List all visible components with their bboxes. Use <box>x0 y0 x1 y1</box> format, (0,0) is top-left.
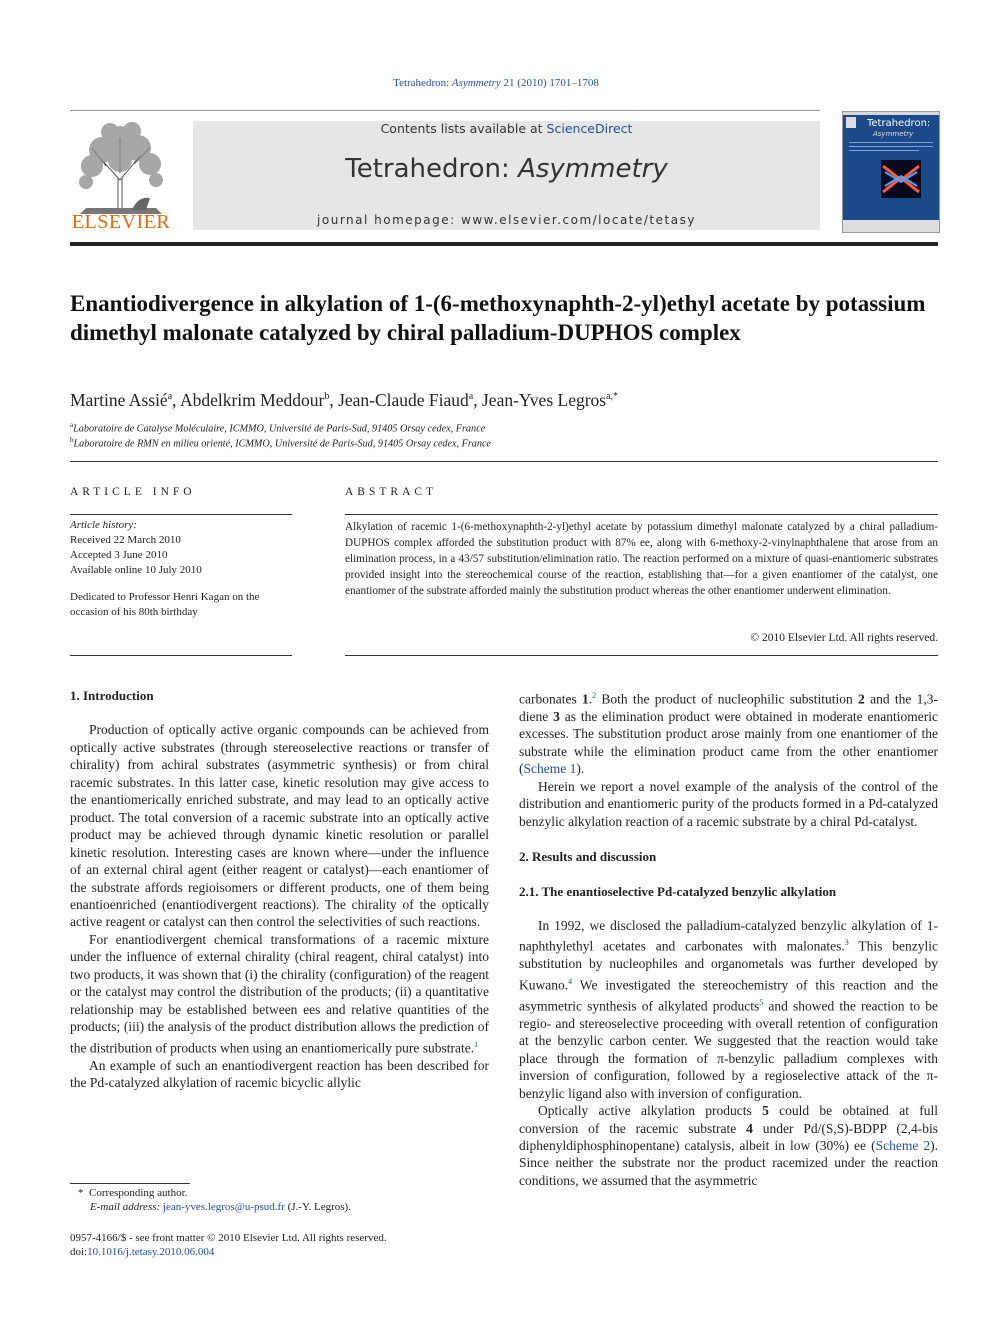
section-heading: 2. Results and discussion <box>519 849 657 865</box>
paragraph: Production of optically active organic compounds can be achieved from optically active substrates (through stereoselective reactions or transfer of chirality) from achiral substrates (asymmetric synthesis) or from chiral racemic substrates. In this latter case, kinetic resolution may give access to the enantiomerically enriched substrate, and may lead to an optically active product. The total conversion of a racemic substrate into an optically active product may be achieved through dynamic kinetic resolution or parallel kinetic resolution. Interesting cases are known where—under the influence of an external chiral agent (either reagent or catalyst)—each enantiomer of the substrate affords regioisomers or different products, one of them being enantioenriched (enantiodivergent reactions). The chirality of the optically active reagent or catalyst can then control the selectivities of such reactions. <box>70 722 489 930</box>
paragraph: An example of such an enantiodivergent reaction has been described for the Pd-catalyzed alkylation of racemic bicyclic allylic <box>70 1057 489 1091</box>
header-divider <box>70 242 938 246</box>
online-date: Available online 10 July 2010 <box>70 564 202 576</box>
issn-line: 0957-4166/$ - see front matter © 2010 Elsevier Ltd. All rights reserved. <box>70 1232 387 1244</box>
author[interactable]: Abdelkrim Meddour$^b$ <box>179 390 330 410</box>
copyright: © 2010 Elsevier Ltd. All rights reserved. <box>750 632 938 644</box>
reference-link[interactable]: 4 <box>568 976 573 986</box>
divider <box>70 514 292 515</box>
cover-graphic <box>881 160 921 198</box>
abstract-text: Alkylation of racemic 1-(6-methoxynaphth-2-yl)ethyl acetate by potassium dimethyl malonate catalyzed by a chiral palladium-DUPHOS complex afforded the substitution product with 87% ee, along with 6-methoxy-2-vinylnaphthalene that arose from an elimination process, in a 43/57 substitution/elimination ratio. The reaction performed on a mixture of quasi-enantiomeric substrates provided insight into the stereochemical course of the reaction, establishing that—for a given enantiomer of the catalyst, one enantiomer of the substrate afforded mainly the substitution product whereas the other enantiomer underwent elimination. <box>345 521 938 597</box>
paragraph: carbonates 1.$^2$ Both the product of nucleophilic substitution 2 and the 1,3-diene 3 as the elimination product were obtained in moderate enantiomeric excesses. The substitution product arose mainly from one enantiomer of the substrate while the elimination product came from the other enantiomer (Scheme 1). <box>519 691 938 777</box>
homepage-prefix: journal homepage: <box>317 213 456 227</box>
cover-title: Tetrahedron: <box>867 118 931 129</box>
reference-link[interactable]: 2 <box>592 691 597 700</box>
doi-label: doi: <box>70 1246 88 1258</box>
divider <box>70 655 292 656</box>
email-link[interactable]: jean-yves.legros@u-psud.fr <box>162 1201 285 1213</box>
homepage-link[interactable]: www.elsevier.com/locate/tetasy <box>461 213 696 227</box>
reference-link[interactable]: 3 <box>844 938 849 948</box>
author[interactable]: Jean-Claude Fiaud$^a$ <box>338 390 474 410</box>
body-column-right <box>519 687 938 1189</box>
reference-link[interactable]: 5 <box>759 997 764 1007</box>
journal-citation[interactable] <box>0 77 992 89</box>
citation-journal: Tetrahedron: <box>393 77 450 89</box>
footnote-divider <box>70 1183 190 1184</box>
reference-link[interactable]: 1 <box>474 1039 479 1049</box>
journal-homepage <box>193 213 820 227</box>
contents-line <box>193 121 820 136</box>
subsection-heading: 2.1. The enantioselective Pd-catalyzed benzylic alkylation <box>519 883 837 899</box>
divider <box>70 110 820 111</box>
footnote-mark: * <box>78 1187 84 1199</box>
email-owner: (J.-Y. Legros). <box>287 1201 351 1213</box>
author-list: Martine Assié$^a$, Abdelkrim Meddour$^b$, Jean-Claude Fiaud$^a$, Jean-Yves Legros$^{a,*}$ <box>70 390 619 410</box>
corresponding-author: Corresponding author. <box>89 1187 188 1199</box>
citation-journal-italic: Asymmetry <box>451 77 501 89</box>
body-column-left <box>70 687 489 1091</box>
affiliation: $^b$Laboratoire de RMN en milieu orienté, ICMMO, Université de Paris-Sud, 91405 Orsay cedex, France <box>70 436 492 450</box>
elsevier-wordmark: ELSEVIER <box>71 211 171 233</box>
cover-subtitle: Asymmetry <box>873 130 914 138</box>
divider <box>345 655 938 656</box>
divider <box>70 461 938 462</box>
paragraph: Optically active alkylation products 5 could be obtained at full conversion of the racemic substrate 4 under Pd/(S,S)-BDPP (2,4-bis diphenyldiphosphinopentane) catalysis, albeit in low (30%) ee (Scheme 2). Since neither the substrate nor the product racemized under the reaction conditions, we assumed that the asymmetric <box>519 1103 938 1188</box>
article-info-heading: ARTICLE INFO <box>70 486 196 498</box>
divider <box>345 514 938 515</box>
scheme-link[interactable]: Scheme 1 <box>523 761 577 777</box>
issn-block <box>70 1231 489 1259</box>
article-title: Enantiodivergence in alkylation of 1-(6-methoxynaphth-2-yl)ethyl acetate by potassium dimethyl malonate catalyzed by chiral palladium-DUPHOS complex <box>70 291 926 345</box>
paragraph: For enantiodivergent chemical transformations of a racemic mixture under the influence of external chirality (chiral reagent, chiral catalyst) into two products, it was shown that (i) the chirality (configuration) of the reagent or the catalyst may control the distribution of the products; (ii) a quantitative relationship may be established between ees and relative quantities of the products; (iii) the analysis of the product distribution allows the prediction of the distribution of products when using an enantiomerically pure substrate.$^1$ <box>70 931 489 1056</box>
scheme-link[interactable]: Scheme 2 <box>875 1137 931 1153</box>
journal-cover[interactable] <box>842 111 940 233</box>
section-heading: 1. Introduction <box>70 688 154 703</box>
journal-title <box>193 154 820 184</box>
footnote <box>70 1186 489 1214</box>
email-label: E-mail address: <box>90 1201 161 1213</box>
dedication: Dedicated to Professor Henri Kagan on the occasion of his 80th birthday <box>70 591 260 618</box>
doi-link[interactable]: 10.1016/j.tetasy.2010.06.004 <box>87 1246 215 1258</box>
journal-title-italic: Asymmetry <box>518 154 668 184</box>
affiliation: $^a$Laboratoire de Catalyse Moléculaire, ICMMO, Université de Paris-Sud, 91405 Orsay cedex, France <box>70 421 486 435</box>
citation-volume-pages: 21 (2010) 1701–1708 <box>503 77 599 89</box>
accepted-date: Accepted 3 June 2010 <box>70 549 168 561</box>
contents-prefix: Contents lists available at <box>380 121 543 136</box>
paragraph: Herein we report a novel example of the analysis of the control of the distribution and enantiomeric purity of the products formed in a Pd-catalyzed benzylic alkylation reaction of a racemic substrate by a chiral Pd-catalyst. <box>519 778 938 829</box>
sciencedirect-link[interactable]: ScienceDirect <box>546 121 633 136</box>
journal-title-plain: Tetrahedron: <box>345 154 510 184</box>
history-label: Article history: <box>70 519 137 531</box>
author[interactable]: Martine Assié$^a$ <box>70 390 173 410</box>
article-history <box>70 518 292 578</box>
received-date: Received 22 March 2010 <box>70 534 181 546</box>
abstract-heading: ABSTRACT <box>345 486 438 498</box>
author[interactable]: Jean-Yves Legros$^{a,*}$ <box>482 390 619 410</box>
paragraph: In 1992, we disclosed the palladium-catalyzed benzylic alkylation of 1-naphthylethyl acetates and carbonates with malonates.$^3$ This benzylic substitution by nucleophiles and organometals was further developed by Kuwano.$^4$ We investigated the stereochemistry of this reaction and the asymmetric synthesis of alkylated products$^5$ and showed the reaction to be regio- and stereoselective proceeding with overall retention of configuration at the benzylic carbon center. We suggested that the reaction would take place through the formation of π-benzylic palladium complexes with inversion of configuration, followed by a regioselective attack of the π-benzylic ligand also with inversion of configuration. <box>519 918 939 1101</box>
elsevier-logo <box>70 118 172 238</box>
